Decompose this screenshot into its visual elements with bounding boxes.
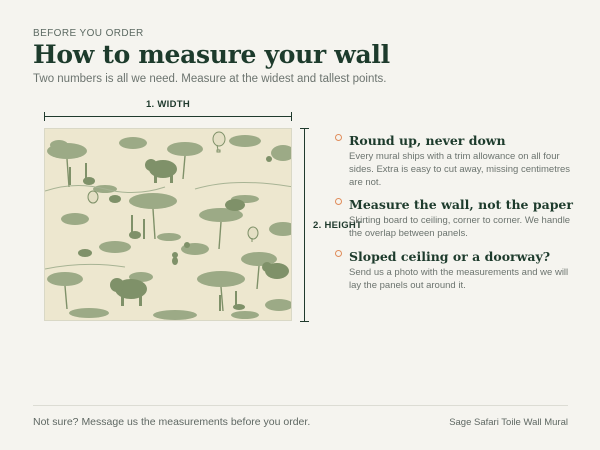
circle-bullet-icon: [335, 134, 342, 141]
tip-body: Every mural ships with a trim allowance on all four sides. Extra is easy to cut away, missing centimetres are not.: [349, 151, 571, 188]
height-label: 2. HEIGHT: [313, 220, 363, 231]
tip-body: Send us a photo with the measurements and we will lay the panels out around it.: [349, 267, 569, 291]
eyebrow: BEFORE YOU ORDER: [33, 28, 144, 39]
tip-title: Sloped ceiling or a doorway?: [349, 249, 551, 264]
height-tick-top: [300, 128, 309, 129]
tip-body: Skirting board to ceiling, corner to corner. We handle the overlap between panels.: [349, 215, 571, 239]
footer-help-text: Not sure? Message us the measurements before you order.: [33, 416, 311, 428]
width-tick-right: [291, 112, 292, 121]
width-tick-left: [44, 112, 45, 121]
subtitle: Two numbers is all we need. Measure at the widest and tallest points.: [33, 73, 387, 85]
width-line: [44, 116, 292, 117]
page-title: How to measure your wall: [33, 40, 390, 69]
height-tick-bottom: [300, 321, 309, 322]
circle-bullet-icon: [335, 198, 342, 205]
safari-toile-illustration: [45, 129, 292, 321]
width-label: 1. WIDTH: [145, 99, 191, 110]
height-line: [304, 128, 305, 321]
footer-divider: [33, 405, 568, 406]
mural-preview: [44, 128, 292, 321]
circle-bullet-icon: [335, 250, 342, 257]
tip-title: Measure the wall, not the paper: [349, 197, 573, 212]
tip-title: Round up, never down: [349, 133, 506, 148]
footer-product-name: Sage Safari Toile Wall Mural: [449, 417, 568, 428]
